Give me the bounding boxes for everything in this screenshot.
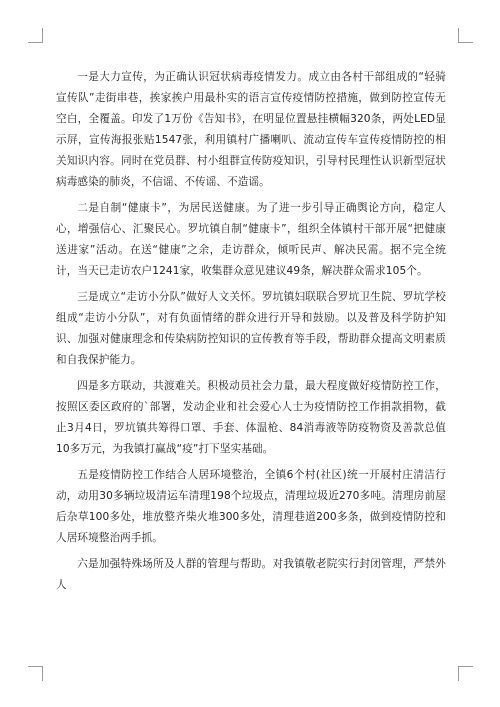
document-body [56, 67, 446, 601]
crop-mark-top-left [28, 28, 43, 43]
crop-mark-bottom-right [458, 666, 473, 681]
paragraph-environment: 五是疫情防控工作结合人居环境整治，全镇6个村(社区)统一开展村庄清洁行动，动用30多辆垃圾清运车清理198个垃圾点，清理垃圾近270多吨。清理房前屋后杂草100多处，堆放整齐柴火堆300多处，清理巷道200多条，做到疫情防控和人居环境整治两手抓。 [56, 469, 446, 544]
paragraph-visit-team: 三是成立“走访小分队”做好人文关怀。罗坑镇妇联联合罗坑卫生院、罗坑学校组成“走访小分队”，对有负面情绪的群众进行开导和鼓励。以及普及科学防护知识、加强对健康理念和传染病防控知识的宣传教育等手段，帮助群众提高文明素质和自我保护能力。 [56, 291, 446, 366]
paragraph-joint-action: 四是多方联动，共渡难关。积极动员社会力量，最大程度做好疫情防控工作，按照区委区政府的`部署，发动企业和社会爱心人士为疫情防控工作捐款捐物，截止3月4日，罗坑镇共筹得口罩、手套、体温枪、84消毒液等防疫物资及善款总值10多万元，为我镇打赢战“疫”打下坚实基础。 [56, 380, 446, 455]
crop-mark-bottom-left [28, 666, 43, 681]
paragraph-publicity: 一是大力宣传，为正确认识冠状病毒疫情发力。成立由各村干部组成的“轻骑宣传队”走街串巷，挨家挨户用最朴实的语言宣传疫情防控措施，做到防控宣传无空白，全覆盖。印发了1万份《告知书》，在明显位置悬挂横幅320条，两处LED显示屏，宣传海报张贴1547张，利用镇村广播喇叭、流动宣传车宣传疫情防控的相关知识内容。同时在党员群、村小组群宣传防疫知识，引导村民理性认识新型冠状病毒感染的肺炎，不信谣、不传谣、不造谣。 [56, 71, 446, 188]
crop-mark-top-right [458, 28, 473, 43]
paragraph-special-places: 六是加强特殊场所及人群的管理与帮助。对我镇敬老院实行封闭管理，严禁外人 [56, 558, 446, 591]
paragraph-health-card: 二是自制“健康卡”，为居民送健康。为了进一步引导正确舆论方向，稳定人心，增强信心、汇聚民心。罗坑镇自制“健康卡”，组织全体镇村干部开展“把健康送进家”活动。在送“健康”之余，走访群众，倾听民声、解决民需。据不完全统计，当天已走访农户1241家，收集群众意见建议49条，解决群众需求105个。 [56, 202, 446, 277]
